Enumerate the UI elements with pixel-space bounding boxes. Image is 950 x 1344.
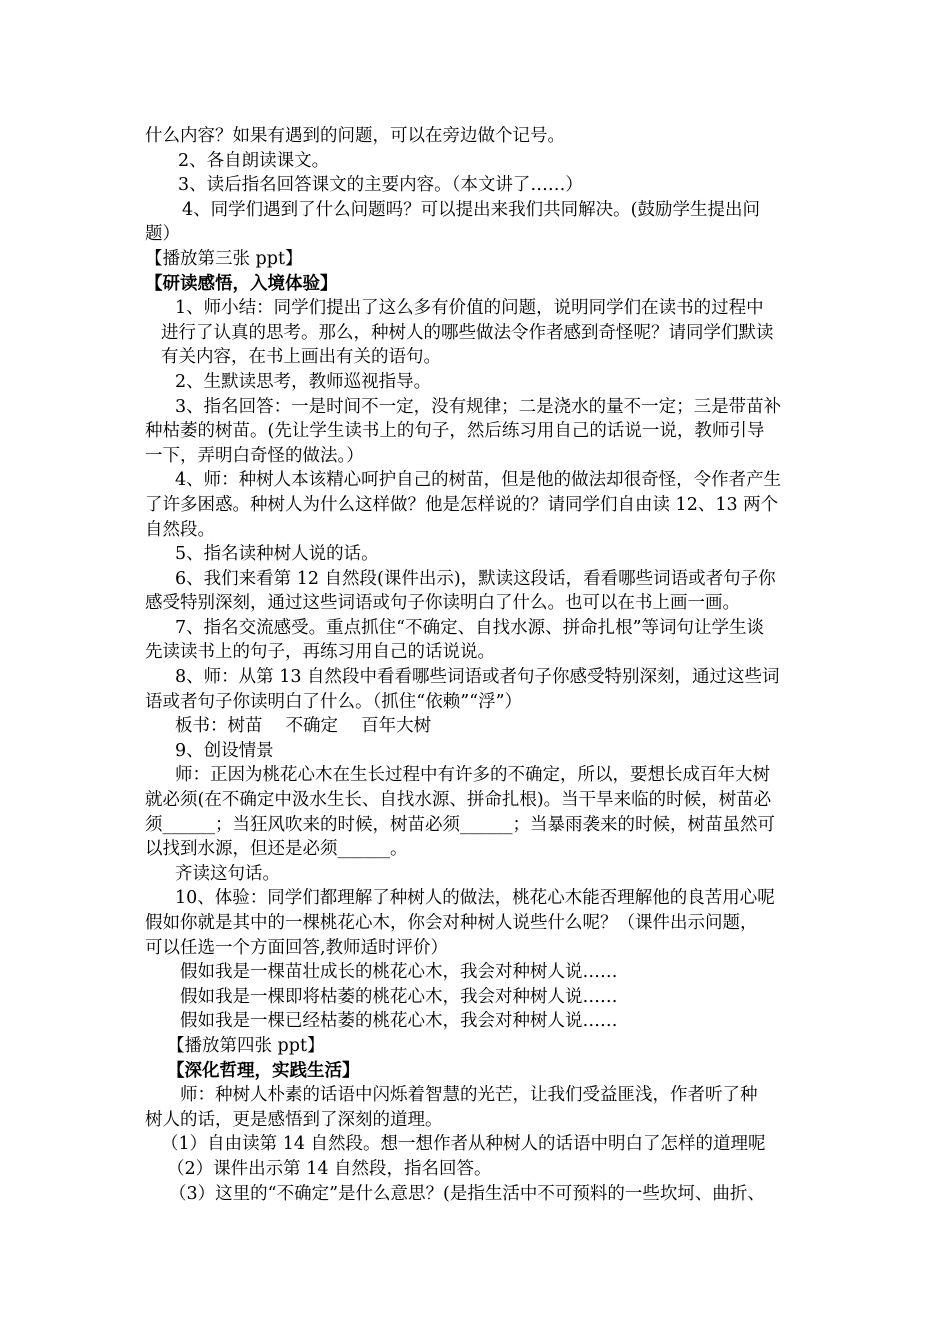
paragraph-line: 什么内容？如果有遇到的问题，可以在旁边做个记号。 [145, 126, 565, 146]
paragraph-line: 师：正因为桃花心木在生长过程中有许多的不确定，所以，要想长成百年大树 [175, 765, 770, 786]
prompt-sentence: 假如我是一棵已经枯萎的桃花心木，我会对种树人说…… [180, 1011, 618, 1032]
paragraph-line: 齐读这句话。 [175, 863, 280, 884]
section-marker: 【播放第四张 ppt】 [167, 1035, 325, 1056]
paragraph-line: 先读读书上的句子，再练习用自己的话说说。 [145, 642, 495, 663]
blackboard-note: 板书：树苗 不确定 百年大树 [175, 716, 432, 737]
list-item: 10、体验：同学们都理解了种树人的做法，桃花心木能否理解他的良苦用心呢 [175, 888, 775, 909]
list-item: （2）课件出示第 14 自然段，指名回答。 [167, 1158, 492, 1179]
section-heading: 【研读感悟，入境体验】 [145, 273, 338, 294]
document-body [145, 124, 807, 1206]
list-item: 7、指名交流感受。重点抓住“不确定、自找水源、拼命扎根”等词句让学生谈 [175, 617, 765, 638]
list-item: （1）自由读第 14 自然段。想一想作者从种树人的话语中明白了怎样的道理呢 [161, 1134, 766, 1155]
list-item: 6、我们来看第 12 自然段(课件出示)，默读这段话，看看哪些词语或者句子你 [175, 568, 776, 589]
list-item: 3、读后指名回答课文的主要内容。（本文讲了……） [178, 175, 583, 196]
paragraph-line: 就必须(在不确定中汲水生长、自找水源、拼命扎根)。当干旱来临的时候，树苗必 [145, 790, 772, 811]
paragraph-line: 树人的话，更是感悟到了深刻的道理。 [145, 1109, 443, 1130]
list-item: 4、同学们遇到了什么问题吗？可以提出来我们共同解决。(鼓励学生提出问 [182, 199, 760, 220]
list-item: 9、创设情景 [175, 740, 274, 761]
list-item: （3）这里的“不确定”是什么意思？(是指生活中不可预料的一些坎坷、曲折、 [169, 1183, 765, 1204]
paragraph-line: 可以任选一个方面回答,教师适时评价） [145, 937, 449, 958]
paragraph-line: 有关内容，在书上画出有关的语句。 [161, 347, 441, 368]
paragraph-line: 进行了认真的思考。那么，种树人的哪些做法令作者感到奇怪呢？请同学们默读 [161, 322, 774, 343]
section-marker: 【播放第三张 ppt】 [145, 248, 303, 269]
list-item: 1、师小结：同学们提出了这么多有价值的问题，说明同学们在读书的过程中 [175, 298, 764, 319]
paragraph-line: 种枯萎的树苗。(先让学生读书上的句子，然后练习用自己的话说一说，教师引导 [145, 421, 765, 442]
paragraph-line: 语或者句子你读明白了什么。（抓住“依赖”“浮”） [145, 691, 523, 712]
paragraph-line: 假如你就是其中的一棵桃花心木，你会对种树人说些什么呢？（课件出示问题， [145, 913, 758, 933]
list-item: 5、指名读种树人说的话。 [175, 544, 379, 565]
list-item: 3、指名回答：一是时间不一定，没有规律；二是浇水的量不一定；三是带苗补 [175, 396, 782, 417]
list-item: 2、各自朗读课文。 [178, 150, 330, 171]
paragraph-line: 感受特别深刻，通过这些词语或句子你读明白了什么。也可以在书上画一画。 [145, 593, 740, 614]
paragraph-line: 须______；当狂风吹来的时候，树苗必须______；当暴雨袭来的时候，树苗虽然可 [145, 814, 775, 835]
list-item: 2、生默读思考，教师巡视指导。 [175, 371, 432, 392]
list-item: 4、师：种树人本该精心呵护自己的树苗，但是他的做法却很奇怪，令作者产生 [175, 470, 782, 491]
paragraph-line: 自然段。 [145, 519, 215, 540]
prompt-sentence: 假如我是一棵即将枯萎的桃花心木，我会对种树人说…… [180, 986, 618, 1007]
section-heading: 【深化哲理，实践生活】 [167, 1060, 360, 1081]
paragraph-line: 了许多困惑。种树人为什么这样做？他是怎样说的？请同学们自由读 12、13 两个 [145, 494, 779, 515]
paragraph-line: 一下，弄明白奇怪的做法。） [145, 445, 364, 466]
paragraph-line: 以找到水源，但还是必须______。 [145, 839, 408, 860]
list-item: 8、师：从第 13 自然段中看看哪些词语或者句子你感受特别深刻，通过这些词 [175, 667, 780, 688]
paragraph-line: 师：种树人朴素的话语中闪烁着智慧的光芒，让我们受益匪浅，作者听了种 [180, 1085, 758, 1106]
prompt-sentence: 假如我是一棵苗壮成长的桃花心木，我会对种树人说…… [180, 962, 618, 983]
paragraph-line: 题） [145, 224, 180, 245]
